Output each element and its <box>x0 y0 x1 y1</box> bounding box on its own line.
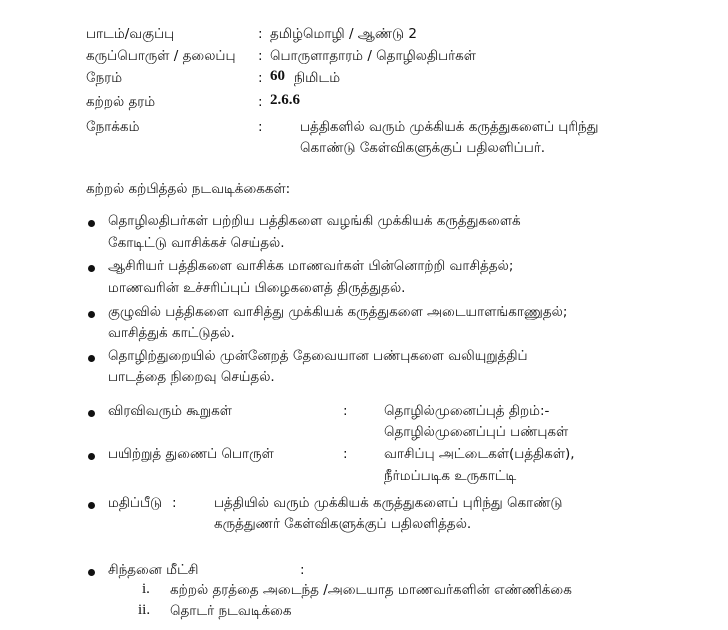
colon: : <box>258 119 263 135</box>
cross-curricular-line-1: தொழில்முனைப்புத் திறம்:- <box>384 403 550 419</box>
cross-curricular-label: விரவிவரும் கூறுகள் <box>108 403 232 419</box>
colon: : <box>258 94 263 110</box>
assessment-line-1: பத்தியில் வரும் முக்கியக் கருத்துகளைப் புரிந்து கொண்டு <box>214 495 563 511</box>
colon: : <box>343 403 348 419</box>
time-label: நேரம் <box>86 70 123 86</box>
activity-3-line-2: வாசித்துக் காட்டுதல். <box>108 325 235 341</box>
time-number: 60 <box>270 68 285 84</box>
activity-4-line-1: தொழிற்துறையில் முன்னேறத் தேவையான பண்புகளை வலியுறுத்திப் <box>108 348 528 364</box>
activity-1-line-2: கோடிட்டு வாசிக்கச் செய்தல். <box>108 235 285 251</box>
teaching-aids-line-2: நீர்மப்படிக உருகாட்டி <box>384 468 517 484</box>
teaching-aids-line-1: வாசிப்பு அட்டைகள்(பத்திகள்), <box>384 446 575 462</box>
bullet-icon <box>88 265 95 272</box>
reflection-label: சிந்தனை மீட்சி <box>108 562 199 578</box>
colon: : <box>300 562 305 578</box>
objective-line-2: கொண்டு கேள்விகளுக்குப் பதிலளிப்பர். <box>300 140 546 156</box>
colon: : <box>258 70 263 86</box>
bullet-icon <box>88 355 95 362</box>
activities-heading: கற்றல் கற்பித்தல் நடவடிக்கைகள்: <box>86 181 291 197</box>
activity-2-line-2: மாணவரின் உச்சரிப்புப் பிழைகளைத் திருத்துதல். <box>108 280 406 296</box>
bullet-icon <box>88 410 95 417</box>
colon: : <box>258 48 263 64</box>
activity-1-line-1: தொழிலதிபர்கள் பற்றிய பத்திகளை வழங்கி முக்கியக் கருத்துகளைக் <box>108 213 521 229</box>
activity-4-line-2: பாடத்தை நிறைவு செய்தல். <box>108 369 275 385</box>
subject-class-value: தமிழ்மொழி / ஆண்டு 2 <box>270 26 417 42</box>
reflection-item-1-number: i. <box>142 581 150 597</box>
colon: : <box>343 446 348 462</box>
colon: : <box>258 26 263 42</box>
colon: : <box>172 495 177 511</box>
reflection-item-1-text: கற்றல் தரத்தை அடைந்த /அடையாத மாணவர்களின் எண்ணிக்கை <box>170 582 572 598</box>
theme-title-label: கருப்பொருள் / தலைப்பு <box>86 48 236 64</box>
theme-title-value: பொருளாதாரம் / தொழிலதிபர்கள் <box>270 48 476 64</box>
bullet-icon <box>88 453 95 460</box>
objective-label: நோக்கம் <box>86 119 140 135</box>
cross-curricular-line-2: தொழில்முனைப்புப் பண்புகள் <box>384 424 569 440</box>
bullet-icon <box>88 220 95 227</box>
bullet-icon <box>88 569 95 576</box>
reflection-item-2-text: தொடர் நடவடிக்கை <box>170 603 292 619</box>
reflection-item-2-number: ii. <box>138 602 151 618</box>
subject-class-label: பாடம்/வகுப்பு <box>86 26 175 42</box>
learning-standard-value: 2.6.6 <box>270 92 300 108</box>
assessment-label: மதிப்பீடு <box>108 495 163 511</box>
activity-2-line-1: ஆசிரியர் பத்திகளை வாசிக்க மாணவர்கள் பின்னொற்றி வாசித்தல்; <box>108 258 514 274</box>
assessment-line-2: கருத்துணர் கேள்விகளுக்குப் பதிலளித்தல். <box>214 516 472 532</box>
time-unit: நிமிடம் <box>294 70 341 86</box>
activity-3-line-1: குழுவில் பத்திகளை வாசித்து முக்கியக் கருத்துகளை அடையாளங்காணுதல்; <box>108 304 568 320</box>
bullet-icon <box>88 502 95 509</box>
objective-line-1: பத்திகளில் வரும் முக்கியக் கருத்துகளைப் புரிந்து <box>300 119 599 135</box>
teaching-aids-label: பயிற்றுத் துணைப் பொருள் <box>108 446 274 462</box>
bullet-icon <box>88 311 95 318</box>
learning-standard-label: கற்றல் தரம் <box>86 94 156 110</box>
